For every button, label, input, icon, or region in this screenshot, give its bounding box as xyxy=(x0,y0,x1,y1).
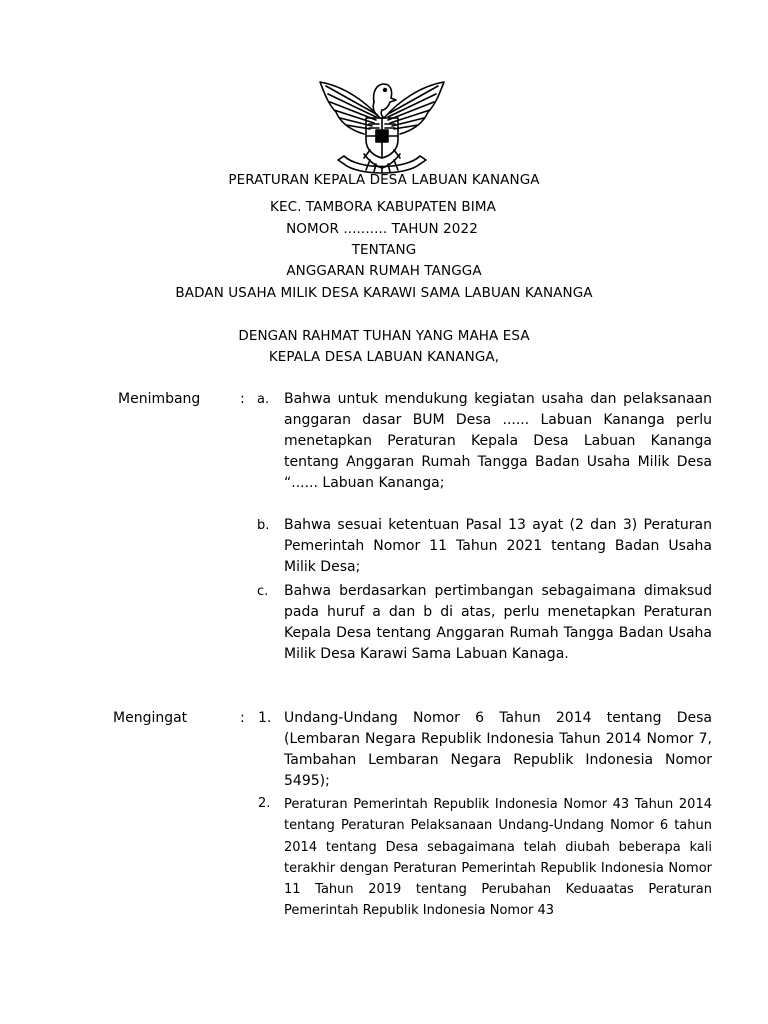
menimbang-marker-c: c. xyxy=(257,584,269,599)
garuda-emblem-icon xyxy=(314,78,450,174)
mengingat-marker-2: 2. xyxy=(258,796,271,811)
issuer-line: KEPALA DESA LABUAN KANANGA, xyxy=(268,349,500,365)
mengingat-colon: : xyxy=(240,710,245,726)
menimbang-point-b: Bahwa sesuai ketentuan Pasal 13 ayat (2 dan 3) Peraturan Pemerintah Nomor 11 Tahun 2021 tentang Badan Usaha Milik Desa; xyxy=(284,517,712,575)
menimbang-marker-b: b. xyxy=(257,518,270,533)
mengingat-label: Mengingat xyxy=(113,710,188,726)
tentang-heading: TENTANG xyxy=(351,242,417,258)
menimbang-colon: : xyxy=(240,391,245,407)
decree-number: NOMOR .......... TAHUN 2022 xyxy=(286,221,478,237)
decree-title: PERATURAN KEPALA DESA LABUAN KANANGA xyxy=(228,172,540,188)
decree-subject: ANGGARAN RUMAH TANGGA xyxy=(286,263,482,279)
mengingat-marker-1: 1. xyxy=(258,710,272,726)
bumdes-name: BADAN USAHA MILIK DESA KARAWI SAMA LABUAN KANANGA xyxy=(175,285,593,301)
menimbang-point-c: Bahwa berdasarkan pertimbangan sebagaimana dimaksud pada huruf a dan b di atas, perlu menetapkan Peraturan Kepala Desa tentang Anggaran Rumah Tangga Badan Usaha Milik Desa Karawi Sama Labuan Kanaga. xyxy=(284,583,712,662)
menimbang-label: Menimbang xyxy=(118,391,201,407)
invocation: DENGAN RAHMAT TUHAN YANG MAHA ESA xyxy=(238,328,530,344)
mengingat-point-2: Peraturan Pemerintah Republik Indonesia Nomor 43 Tahun 2014 tentang Peraturan Pelaksanaan Undang-Undang Nomor 6 tahun 2014 tentang Desa sebagaimana telah diubah beberapa kali terakhir dengan Peraturan Pemerintah Republik Indonesia Nomor 11 Tahun 2019 tentang Perubahan Keduaatas Peraturan Pemerintah Republik Indonesia Nomor 43 xyxy=(284,797,712,919)
menimbang-point-a: Bahwa untuk mendukung kegiatan usaha dan pelaksanaan anggaran dasar BUM Desa ...... Labuan Kananga perlu menetapkan Peraturan Kepala Desa Labuan Kananga tentang Anggaran Rumah Tangga Badan Usaha Milik Desa “...... Labuan Kananga; xyxy=(284,391,712,491)
region-line: KEC. TAMBORA KABUPATEN BIMA xyxy=(270,199,496,215)
menimbang-marker-a: a. xyxy=(257,392,270,407)
mengingat-point-1: Undang-Undang Nomor 6 Tahun 2014 tentang Desa (Lembaran Negara Republik Indonesia Tahun 2014 Nomor 7, Tambahan Lembaran Negara Republik Indonesia Nomor 5495); xyxy=(284,710,712,789)
